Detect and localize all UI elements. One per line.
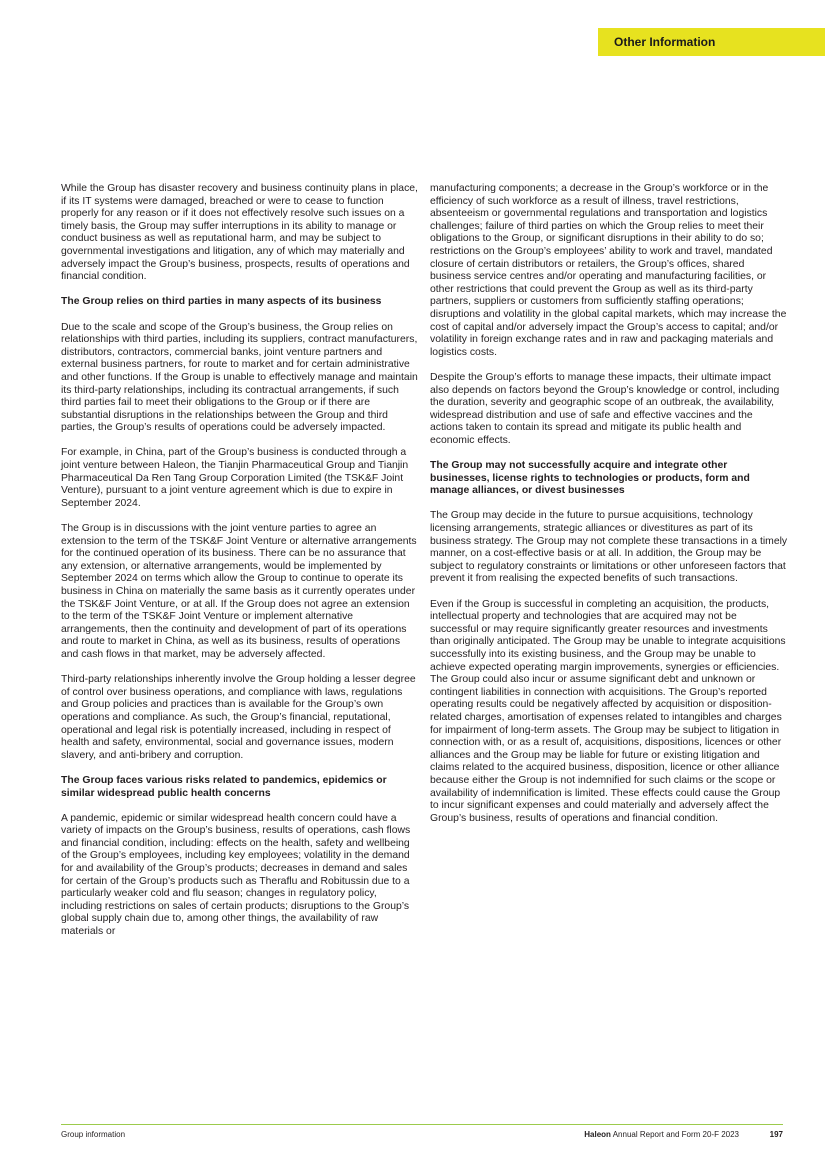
body-paragraph: Due to the scale and scope of the Group’s business, the Group relies on relationships with third parties, including its suppliers, contract manufacturers, distributors, contractors, commercial banks, joint venture partners and external business partners, for route to market and for certain administrative and other functions. If the Group is unable to effectively manage and maintain its third-party relationships, including its contractual arrangements, if such third parties fail to meet their obligations to the Group or if there are substantial disruptions in the relationships between the Group and third parties, the Group’s results of operations could be adversely impacted. xyxy=(61,321,418,434)
body-paragraph: Third-party relationships inherently involve the Group holding a lesser degree of control over business operations, and compliance with laws, regulations and Group policies and practices than is available for the Group’s own operations and compliance. As such, the Group’s financial, reputational, operational and legal risk is potentially increased, including in respect of health and safety, environmental, social and governance issues, modern slavery, and anti-bribery and corruption. xyxy=(61,674,416,761)
footer-report-name: Annual Report and Form 20-F 2023 xyxy=(612,1130,739,1139)
body-paragraph: A pandemic, epidemic or similar widespread health concern could have a variety of impacts on the Group’s business, results of operations, cash flows and financial condition, including: effects on the health, safety and wellbeing of the Group’s employees, including key employees; volatility in the demand for and availability of the Group’s products; decreases in demand and sales for certain of the Group’s products such as Theraflu and Robitussin due to a particularly weaker cold and flu season; changes in regulatory policy, including restrictions on sales of certain products; disruptions to the Group’s global supply chain due to, among other things, the availability of raw materials or xyxy=(61,812,411,938)
body-paragraph: manufacturing components; a decrease in the Group’s workforce or in the efficiency of such workforce as a result of illness, travel restrictions, absenteeism or governmental regulations and transportation and logistics challenges; failure of third parties on which the Group relies to meet their obligations to the Group, or significant disruptions in their ability to do so; restrictions on the Group’s employees’ ability to work and travel, mandated closure of certain distributors or retailers, the Group’s offices, shared business service centres and/or operating and manufacturing facilities, or other restrictions that could prevent the Group as well as its third-party partners, suppliers or customers from sufficiently staffing operations; disruptions and volatility in the global capital markets, which may increase the cost of capital and/or adversely impact the Group’s access to capital; and/or volatility in foreign exchange rates and in raw and packaging materials and logistics costs. xyxy=(430,183,787,358)
section-heading: The Group faces various risks related to pandemics, epidemics or similar widespread public health concerns xyxy=(61,774,387,799)
page-footer xyxy=(61,1129,783,1141)
page-number: 197 xyxy=(769,1130,783,1139)
footer-section-label: Group information xyxy=(61,1130,126,1139)
body-paragraph: While the Group has disaster recovery and business continuity plans in place, if its IT systems were damaged, breached or were to cease to function properly for any reason or if it does not effectively resolve such issues on a timely basis, the Group may suffer interruptions in its ability to manage or conduct business as well as reputational harm, and may be subject to governmental investigations and litigation, any of which may materially and adversely impact the Group’s business, prospects, results of operations and financial condition. xyxy=(61,183,418,283)
footer-brand: Haleon xyxy=(584,1130,611,1139)
right-column xyxy=(430,183,788,838)
body-paragraph: Even if the Group is successful in completing an acquisition, the products, intellectual property and technologies that are acquired may not be successful or may require significantly greater resources and investments than originally anticipated. The Group may be unable to integrate acquisitions successfully into its existing business, and the Group may be unable to achieve expected operating margin improvements, synergies or efficiencies. The Group could also incur or assume significant debt and unknown or contingent liabilities in connection with acquisitions. The Group’s reported operating results could be negatively affected by acquisition or disposition-related charges, amortisation of expenses related to intangibles and charges for impairment of long-term assets. The Group may be subject to litigation in connection with, or as a result of, acquisitions, dispositions, licences or other alliances and the Group may be liable for future or existing litigation and claims related to the acquired business, disposition, licence or other alliance because either the Group is not indemnified for such claims or the scope or availability of indemnification is limited. These effects could cause the Group to incur significant expenses and could materially and adversely affect the Group’s business, results of operations and financial condition. xyxy=(430,598,786,824)
body-paragraph: The Group is in discussions with the joint venture parties to agree an extension to the term of the TSK&F Joint Venture or alternative arrangements for the continued operation of its business. There can be no assurance that any extension, or alternative arrangements, would be implemented by September 2024 on terms which allow the Group to continue to operate its business in China on materially the same basis as it currently operates under the TSK&F Joint Venture, or at all. If the Group does not agree an extension to the term of the TSK&F Joint Venture or implement alternative arrangements, then the continuity and development of part of its operations and route to market in China, as well as its business, results of operations and cash flows in that market, may be adversely affected. xyxy=(61,523,417,660)
body-paragraph: Despite the Group’s efforts to manage these impacts, their ultimate impact also depends on factors beyond the Group’s knowledge or control, including the duration, severity and geographic scope of an outbreak, the availability, widespread distribution and use of safe and effective vaccines and the actions taken to contain its spread and mitigate its public health and economic effects. xyxy=(430,371,780,446)
footer-divider xyxy=(61,1124,783,1125)
body-paragraph: For example, in China, part of the Group’s business is conducted through a joint venture between Haleon, the Tianjin Pharmaceutical Group and Tianjin Pharmaceutical Da Ren Tang Group Corporation Limited (the TSK&F Joint Venture), pursuant to a joint venture agreement which is due to expire in September 2024. xyxy=(61,447,409,509)
section-tab: Other Information xyxy=(598,28,825,56)
footer-report-title xyxy=(584,1129,739,1141)
section-heading: The Group may not successfully acquire and integrate other businesses, license rights to technologies or products, form and manage alliances, or divest businesses xyxy=(430,460,750,497)
section-heading: The Group relies on third parties in many aspects of its business xyxy=(61,296,382,308)
body-paragraph: The Group may decide in the future to pursue acquisitions, technology licensing arrangements, strategic alliances or divestitures as part of its business strategy. The Group may not complete these transactions in a timely manner, on a cost-effective basis or at all. In addition, the Group may be subject to regulatory constraints or limitations or other unforeseen factors that prevent it from realising the expected benefits of such transactions. xyxy=(430,510,788,585)
left-column xyxy=(61,183,419,951)
